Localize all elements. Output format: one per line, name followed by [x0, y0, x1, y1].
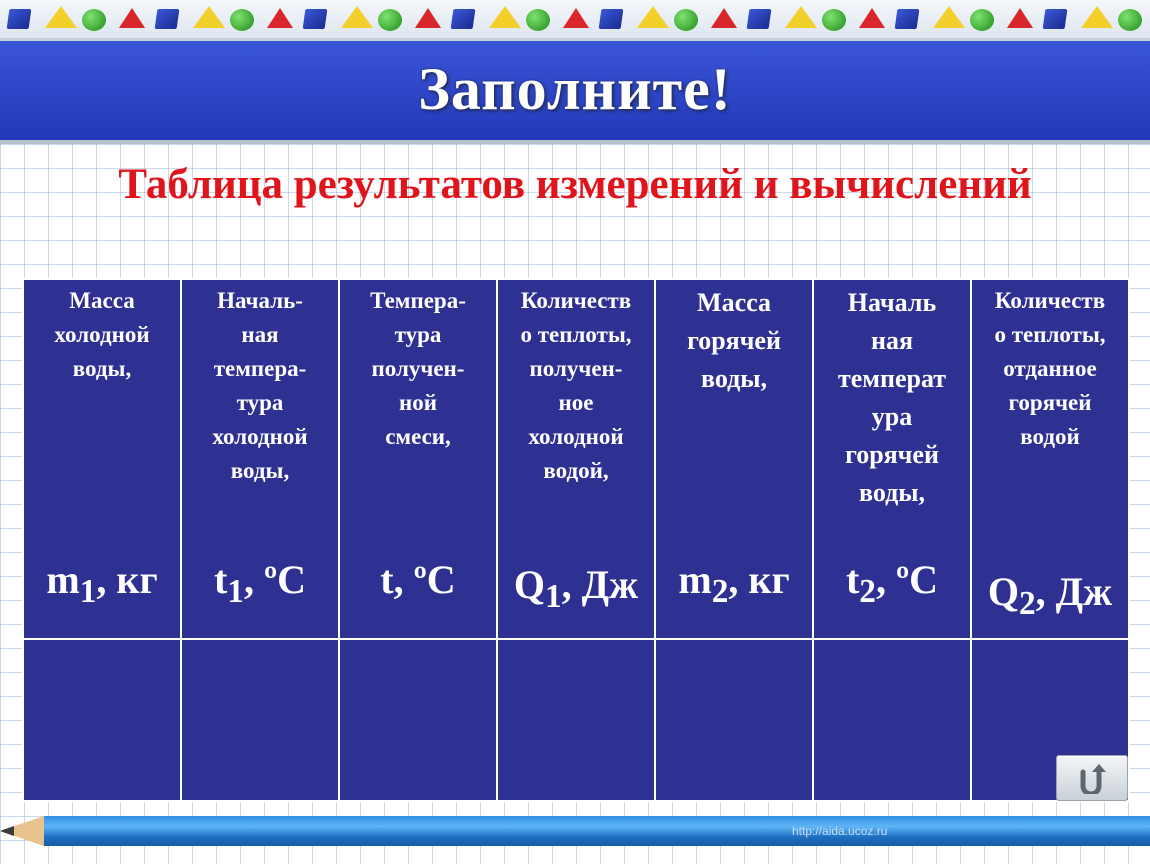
- ball-icon: [82, 9, 106, 31]
- pyramid-icon: [1007, 8, 1033, 28]
- header-cell-cold-mass: [23, 279, 181, 639]
- ball-icon: [970, 9, 994, 31]
- column-unit: $Q_2$, Дж: [987, 569, 1113, 622]
- pyramid-icon: [563, 8, 589, 28]
- pyramid-icon: [859, 8, 885, 28]
- triangle-icon: [785, 6, 817, 28]
- page-title: Заполните!: [418, 56, 732, 122]
- column-unit: $Q_1$, Дж: [513, 562, 639, 615]
- ball-icon: [674, 9, 698, 31]
- table-entry-row: [23, 639, 1129, 801]
- column-label: Масса горячей воды,: [687, 288, 781, 393]
- entry-cell[interactable]: [497, 639, 655, 801]
- ball-icon: [1118, 9, 1142, 31]
- cube-icon: [303, 9, 328, 29]
- pyramid-icon: [415, 8, 441, 28]
- watermark-url: http://aida.ucoz.ru: [792, 824, 888, 838]
- results-table: [22, 278, 1130, 802]
- triangle-icon: [489, 6, 521, 28]
- column-unit: $m_1$, кг: [46, 557, 158, 610]
- ball-icon: [378, 9, 402, 31]
- entry-cell[interactable]: [23, 639, 181, 801]
- entry-cell[interactable]: [813, 639, 971, 801]
- header-cell-heat-received: [497, 279, 655, 639]
- triangle-icon: [637, 6, 669, 28]
- return-arrow-icon: [1077, 762, 1107, 794]
- cube-icon: [1043, 9, 1068, 29]
- header-cell-hot-mass: [655, 279, 813, 639]
- title-banner: [0, 41, 1150, 144]
- header-cell-hot-initial-temp: [813, 279, 971, 639]
- cube-icon: [155, 9, 180, 29]
- header-cell-cold-initial-temp: [181, 279, 339, 639]
- cube-icon: [747, 9, 772, 29]
- header-cell-mixture-temp: [339, 279, 497, 639]
- triangle-icon: [933, 6, 965, 28]
- table-header-row: [23, 279, 1129, 639]
- pyramid-icon: [119, 8, 145, 28]
- column-label: Масса холодной воды,: [54, 288, 150, 381]
- pyramid-icon: [267, 8, 293, 28]
- pencil-decoration: [0, 816, 1150, 846]
- triangle-icon: [341, 6, 373, 28]
- entry-cell[interactable]: [655, 639, 813, 801]
- decorative-shapes-strip: [0, 0, 1150, 41]
- cube-icon: [7, 9, 32, 29]
- column-label: Началь- ная темпера- тура холодной воды,: [212, 288, 308, 483]
- column-label: Началь ная температ ура горячей воды,: [837, 288, 947, 507]
- column-label: Количеств о теплоты, получен- ное холодной водой,: [520, 288, 632, 483]
- header-cell-heat-given: [971, 279, 1129, 639]
- table-title: Таблица результатов измерений и вычислений: [118, 161, 1032, 208]
- return-button[interactable]: [1056, 755, 1128, 801]
- triangle-icon: [1081, 6, 1113, 28]
- pyramid-icon: [711, 8, 737, 28]
- cube-icon: [599, 9, 624, 29]
- column-unit: $m_2$, кг: [678, 557, 790, 610]
- column-label: Количеств о теплоты, отданное горячей водой: [994, 288, 1106, 449]
- column-unit: t, ºC: [380, 557, 456, 602]
- cube-icon: [895, 9, 920, 29]
- column-unit: $t_2$, ºC: [845, 557, 939, 610]
- ball-icon: [230, 9, 254, 31]
- triangle-icon: [45, 6, 77, 28]
- entry-cell[interactable]: [339, 639, 497, 801]
- entry-cell[interactable]: [181, 639, 339, 801]
- triangle-icon: [193, 6, 225, 28]
- ball-icon: [822, 9, 846, 31]
- column-unit: $t_1$, ºC: [213, 557, 307, 610]
- column-label: Темпера- тура получен- ной смеси,: [370, 288, 466, 449]
- ball-icon: [526, 9, 550, 31]
- cube-icon: [451, 9, 476, 29]
